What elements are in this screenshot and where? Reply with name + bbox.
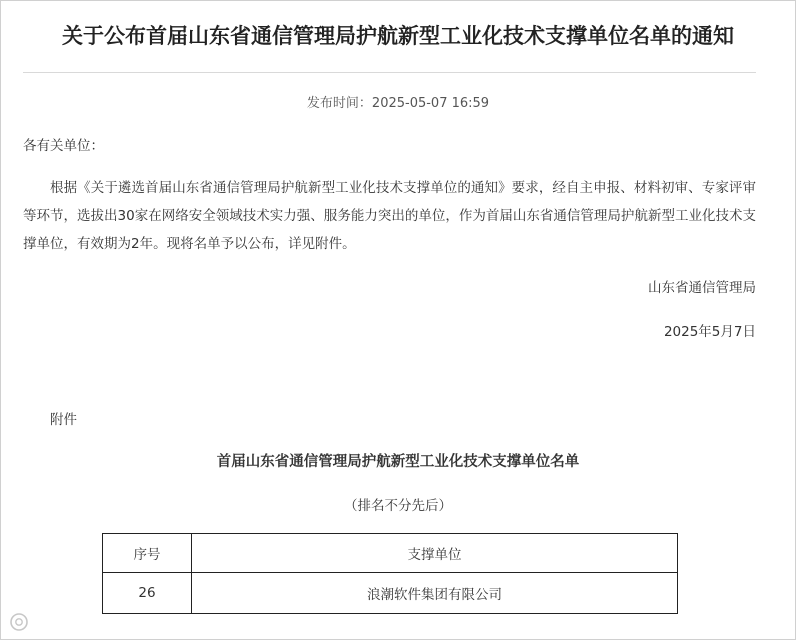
issuer-signature: 山东省通信管理局 bbox=[648, 280, 756, 296]
list-title: 首届山东省通信管理局护航新型工业化技术支撑单位名单 bbox=[216, 454, 580, 470]
notice-body: 根据《关于遴选首届山东省通信管理局护航新型工业化技术支撑单位的通知》要求，经自主申报、材料初审、专家评审等环节，选拔出30家在网络安全领域技术实力强、服务能力突出的单位，作为首届山东省通信管理局护航新型工业化技术支撑单位，有效期为2年。现将名单予以公布，详见附件。 bbox=[23, 180, 756, 252]
row-serial-number: 26 bbox=[103, 573, 192, 614]
notice-title: 关于公布首届山东省通信管理局护航新型工业化技术支撑单位名单的通知 bbox=[62, 24, 734, 48]
publish-time: 发布时间：2025-05-07 16:59 bbox=[306, 96, 490, 111]
header-support-unit: 支撑单位 bbox=[192, 534, 678, 573]
title-divider bbox=[23, 72, 756, 73]
list-subtitle: （排名不分先后） bbox=[344, 498, 452, 514]
salutation: 各有关单位： bbox=[23, 138, 104, 154]
watermark-logo-svg bbox=[8, 612, 30, 632]
header-serial-number: 序号 bbox=[103, 534, 192, 573]
row-support-unit: 浪潮软件集团有限公司 bbox=[192, 573, 678, 614]
watermark-logo-icon bbox=[8, 612, 30, 632]
table-row bbox=[103, 573, 678, 614]
issue-date: 2025年5月7日 bbox=[663, 324, 756, 340]
attachment-label: 附件 bbox=[50, 412, 77, 428]
table-header-row bbox=[103, 534, 678, 573]
units-table bbox=[102, 533, 678, 614]
